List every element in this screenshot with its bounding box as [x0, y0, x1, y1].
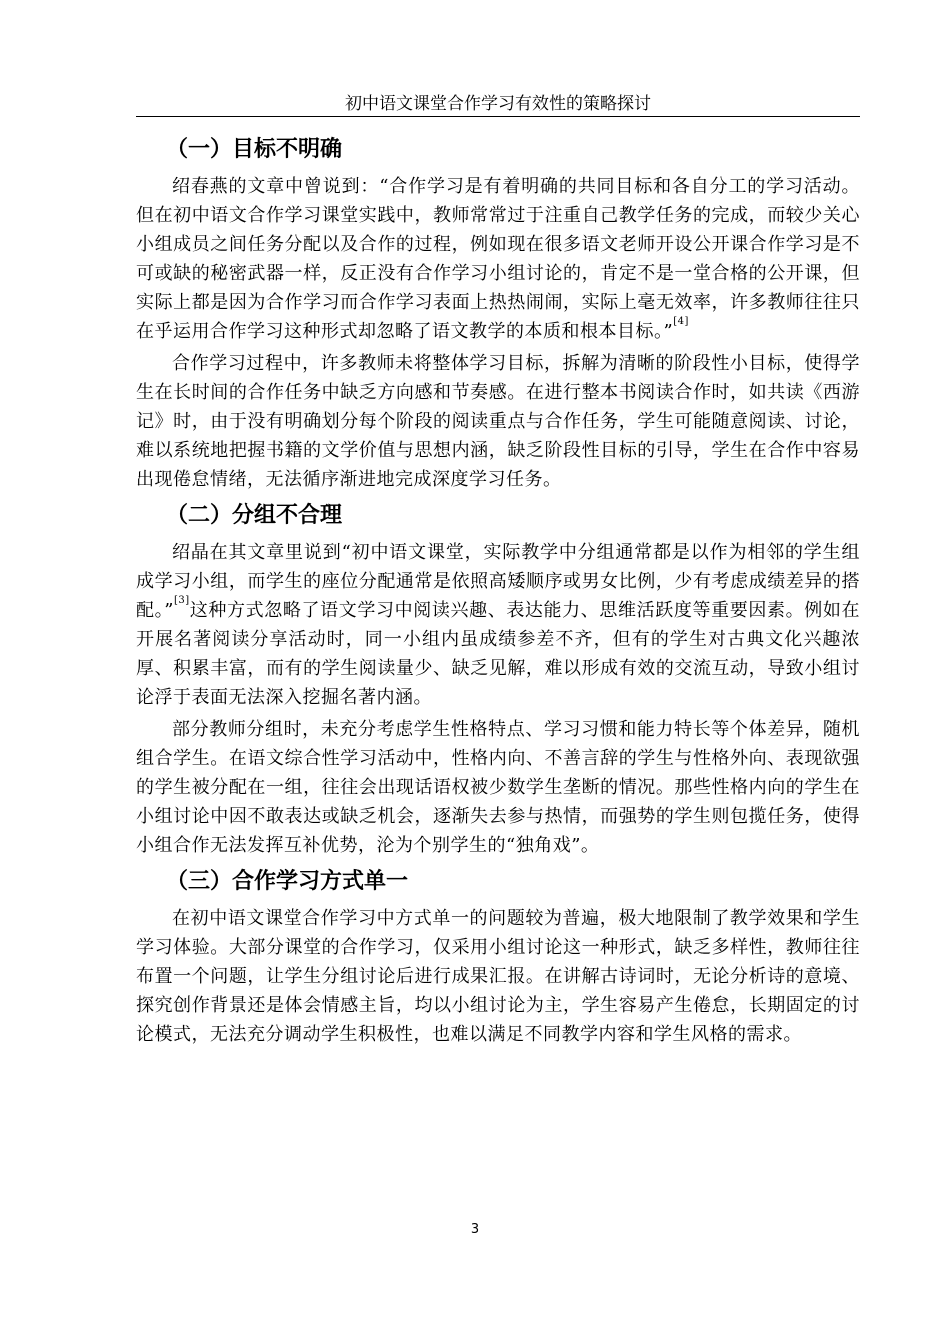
- section-3: [136, 860, 860, 1049]
- paragraph: 部分教师分组时，未充分考虑学生性格特点、学习习惯和能力特长等个体差异，随机组合学生。在语文综合性学习活动中，性格内向、不善言辞的学生与性格外向、表现欲强的学生被分配在一组，往往会出现话语权被少数学生垄断的情况。那些性格内向的学生在小组讨论中因不敢表达或缺乏机会，逐渐失去参与热情，而强势的学生则包揽任务，使得小组合作无法发挥互补优势，沦为个别学生的“独角戏”。: [136, 719, 860, 856]
- page-header: [136, 93, 860, 117]
- running-title: 初中语文课堂合作学习有效性的策略探讨: [345, 94, 651, 114]
- section-heading: （一）目标不明确: [166, 137, 343, 162]
- paragraph: 合作学习过程中，许多教师未将整体学习目标，拆解为清晰的阶段性小目标，使得学生在长时间的合作任务中缺乏方向感和节奏感。在进行整本书阅读合作时，如共读《西游记》时，由于没有明确划分每个阶段的阅读重点与合作任务，学生可能随意阅读、讨论，难以系统地把握书籍的文学价值与思想内涵，缺乏阶段性目标的引导，学生在合作中容易出现倦怠情绪，无法循序渐进地完成深度学习任务。: [136, 353, 860, 490]
- page-number: 3: [470, 1222, 480, 1237]
- section-2: [136, 494, 860, 860]
- citation-ref: [3]: [173, 595, 190, 606]
- citation-ref: [4]: [673, 316, 689, 327]
- section-heading: （三）合作学习方式单一: [166, 869, 409, 894]
- paragraph: 绍晶在其文章里说到“初中语文课堂，实际教学中分组通常都是以作为相邻的学生组成学习小组，而学生的座位分配通常是依照高矮顺序或男女比例，少有考虑成绩差异的搭配。”[3]这种方式忽略了语文学习中阅读兴趣、表达能力、思维活跃度等重要因素。例如在开展名著阅读分享活动时，同一小组内虽成绩参差不齐，但有的学生对古典文化兴趣浓厚、积累丰富，而有的学生阅读量少、缺乏见解，难以形成有效的交流互动，导致小组讨论浮于表面无法深入挖掘名著内涵。: [136, 542, 861, 708]
- paragraph: 绍春燕的文章中曾说到：“合作学习是有着明确的共同目标和各自分工的学习活动。但在初中语文合作学习课堂实践中，教师常常过于注重自己教学任务的完成，而较少关心小组成员之间任务分配以及合作的过程，例如现在很多语文老师开设公开课合作学习是不可或缺的秘密武器一样，反正没有合作学习小组讨论的，肯定不是一堂合格的公开课，但实际上都是因为合作学习而合作学习表面上热热闹闹，实际上毫无效率，许多教师往往只在乎运用合作学习这种形式却忽略了语文教学的本质和根本目标。”[4]: [136, 176, 860, 342]
- paragraph: 在初中语文课堂合作学习中方式单一的问题较为普遍，极大地限制了教学效果和学生学习体验。大部分课堂的合作学习，仅采用小组讨论这一种形式，缺乏多样性，教师往往布置一个问题，让学生分组讨论后进行成果汇报。在讲解古诗词时，无论分析诗的意境、探究创作背景还是体会情感主旨，均以小组讨论为主，学生容易产生倦怠，长期固定的讨论模式，无法充分调动学生积极性，也难以满足不同教学内容和学生风格的需求。: [136, 908, 860, 1045]
- section-heading: （二）分组不合理: [166, 503, 343, 528]
- section-1: [136, 128, 860, 494]
- document-body: [136, 128, 860, 1049]
